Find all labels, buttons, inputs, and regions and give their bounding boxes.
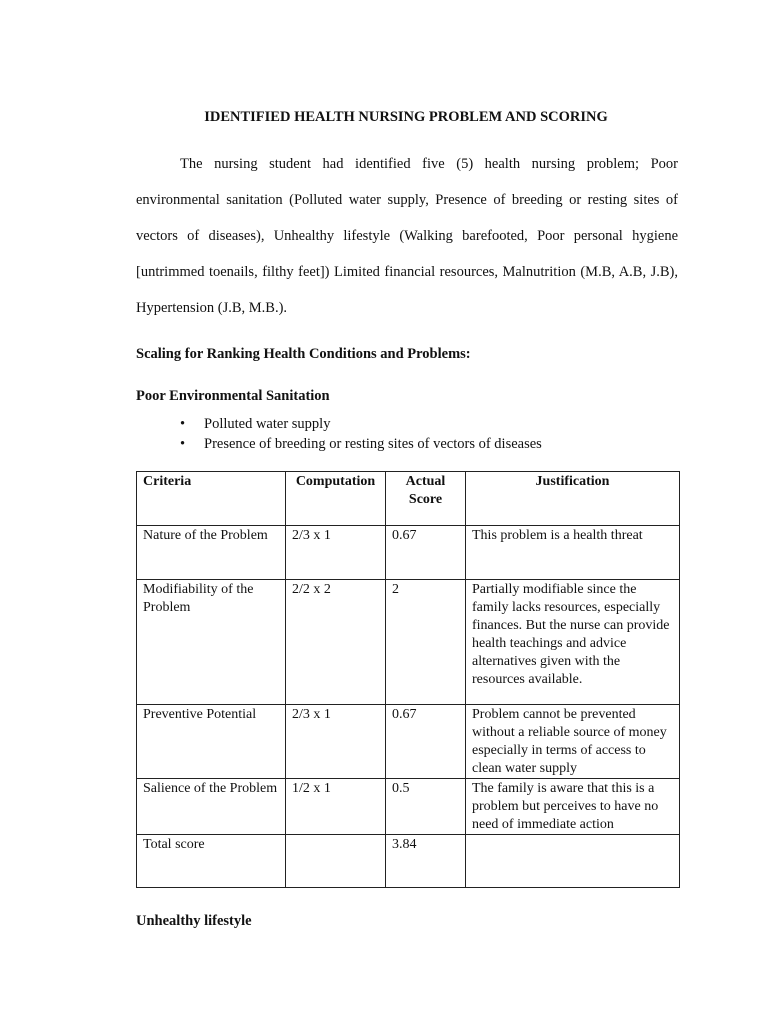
- cell-criteria: Salience of the Problem: [137, 779, 286, 835]
- header-actual-score: Actual Score: [386, 472, 466, 526]
- cell-justification: This problem is a health threat: [466, 526, 680, 580]
- header-criteria: Criteria: [137, 472, 286, 526]
- cell-criteria: Modifiability of the Problem: [137, 580, 286, 705]
- bullet-list: [180, 414, 542, 454]
- table-row: [137, 705, 680, 779]
- cell-computation: [286, 835, 386, 888]
- scoring-table: [136, 471, 680, 888]
- cell-computation: 2/2 x 2: [286, 580, 386, 705]
- table-row: [137, 580, 680, 705]
- cell-justification: The family is aware that this is a problem but perceives to have no need of immediate action: [466, 779, 680, 835]
- intro-paragraph: The nursing student had identified five (5) health nursing problem; Poor environmental sanitation (Polluted water supply, Presence of breeding or resting sites of vectors of diseases), Unhealthy lifestyle (Walking barefooted, Poor personal hygiene [untrimmed toenails, filthy feet]) Limited financial resources, Malnutrition (M.B, A.B, J.B), Hypertension (J.B, M.B.).: [136, 156, 678, 316]
- scaling-heading: Scaling for Ranking Health Conditions and Problems:: [136, 346, 471, 362]
- section-heading-poor-environmental-sanitation: Poor Environmental Sanitation: [136, 388, 330, 404]
- cell-criteria: Nature of the Problem: [137, 526, 286, 580]
- cell-computation: 1/2 x 1: [286, 779, 386, 835]
- cell-justification: Partially modifiable since the family lacks resources, especially finances. But the nurse can provide health teachings and advice alternatives given with the resources available.: [466, 580, 680, 705]
- cell-actual-score: 0.5: [386, 779, 466, 835]
- cell-computation: 2/3 x 1: [286, 705, 386, 779]
- section-heading-unhealthy-lifestyle: Unhealthy lifestyle: [136, 913, 252, 929]
- table-header-row: [137, 472, 680, 526]
- cell-criteria: Total score: [137, 835, 286, 888]
- header-justification: Justification: [466, 472, 680, 526]
- cell-actual-score: 0.67: [386, 705, 466, 779]
- table-row: [137, 779, 680, 835]
- table-row: [137, 526, 680, 580]
- cell-computation: 2/3 x 1: [286, 526, 386, 580]
- cell-actual-score: 0.67: [386, 526, 466, 580]
- table-row: [137, 835, 680, 888]
- cell-actual-score: 3.84: [386, 835, 466, 888]
- header-computation: Computation: [286, 472, 386, 526]
- document-title: IDENTIFIED HEALTH NURSING PROBLEM AND SCORING: [204, 109, 608, 125]
- cell-justification: Problem cannot be prevented without a reliable source of money especially in terms of access to clean water supply: [466, 705, 680, 779]
- cell-criteria: Preventive Potential: [137, 705, 286, 779]
- list-item: • Presence of breeding or resting sites of vectors of diseases: [180, 434, 542, 454]
- list-item: • Polluted water supply: [180, 414, 542, 434]
- cell-justification: [466, 835, 680, 888]
- cell-actual-score: 2: [386, 580, 466, 705]
